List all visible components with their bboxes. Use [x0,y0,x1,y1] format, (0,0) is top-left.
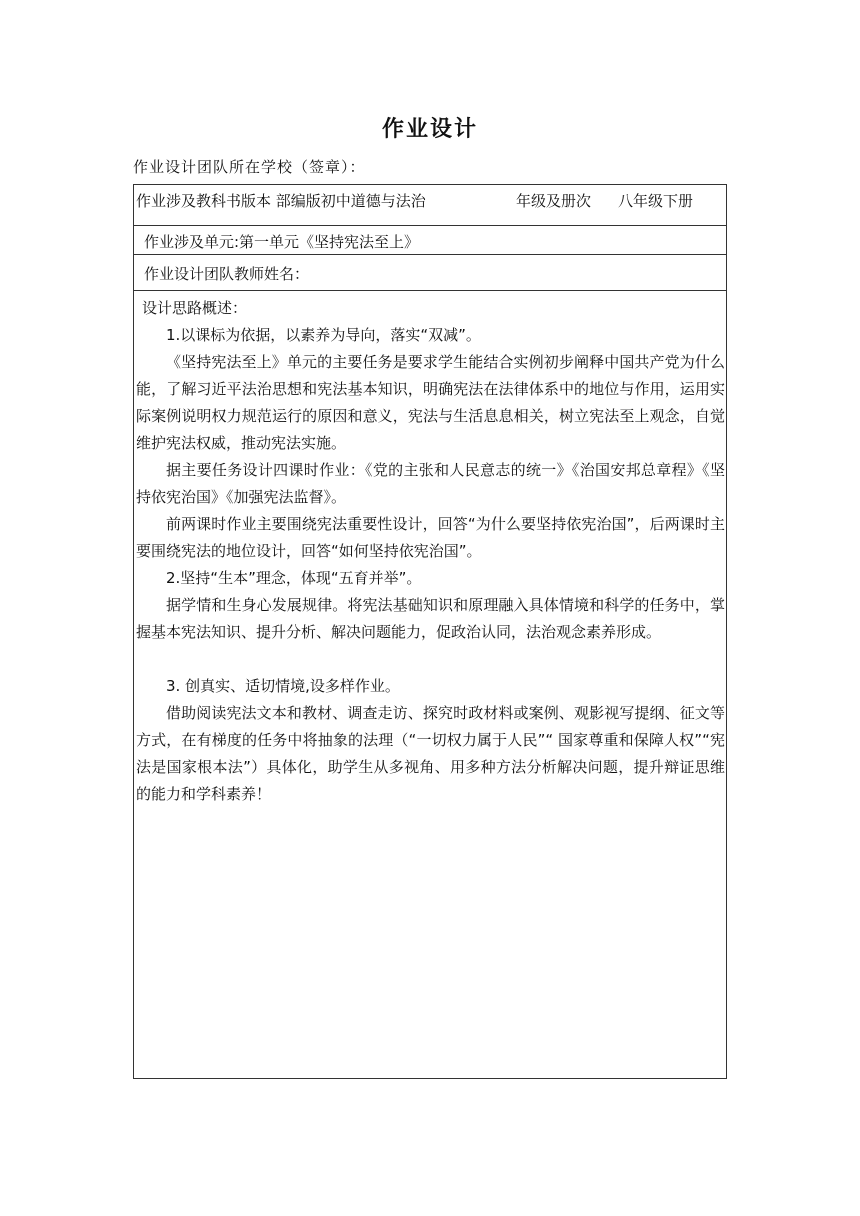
document-title: 作业设计 [381,117,478,142]
overview-paragraph: 据学情和生身心发展规律。将宪法基础知识和原理融入具体情境和科学的任务中，掌握基本宪法知识、提升分析、解决问题能力，促政治认同，法治观念素养形成。 [136,596,725,641]
grade-value: 八年级下册 [618,192,694,210]
textbook-version: 作业涉及教科书版本 部编版初中道德与法治 [136,192,426,210]
overview-point-2: 2.坚持“生本”理念，体现“五育并举”。 [166,569,422,587]
school-signature-line: 作业设计团队所在学校（签章）： [133,158,366,176]
unit-row [134,226,726,255]
teachers-row [134,255,726,291]
overview-paragraph: 前两课时作业主要围绕宪法重要性设计，回答“为什么要坚持依宪治国”，后两课时主要围绕宪法的地位设计，回答“如何坚持依宪治国”。 [136,515,725,560]
teachers-text: 作业设计团队教师姓名： [144,265,310,283]
textbook-row [134,185,726,226]
overview-section [134,291,726,1078]
overview-paragraph: 《坚持宪法至上》单元的主要任务是要求学生能结合实例初步阐释中国共产党为什么能，了解习近平法治思想和宪法基本知识，明确宪法在法律体系中的地位与作用，运用实际案例说明权力规范运行的原因和意义，宪法与生活息息相关，树立宪法至上观念，自觉维护宪法权威，推动宪法实施。 [136,353,725,452]
overview-point-3: 3. 创真实、适切情境,设多样作业。 [166,677,400,695]
overview-paragraph: 据主要任务设计四课时作业：《党的主张和人民意志的统一》《治国安邦总章程》《坚持依宪治国》《加强宪法监督》。 [136,461,725,506]
overview-heading: 设计思路概述： [142,299,248,317]
unit-text: 作业涉及单元:第一单元《坚持宪法至上》 [144,233,420,251]
overview-point-1: 1.以课标为依据，以素养为导向，落实“双减”。 [166,326,481,344]
design-form-table [133,184,727,1079]
grade-label: 年级及册次 [516,192,592,210]
overview-paragraph: 借助阅读宪法文本和教材、调查走访、探究时政材料或案例、观影视写提纲、征文等方式，在有梯度的任务中将抽象的法理（“一切权力属于人民”“ 国家尊重和保障人权”“宪法是国家根本法”）具体化，助学生从多视角、用多种方法分析解决问题，提升辩证思维的能力和学科素养！ [136,704,725,803]
